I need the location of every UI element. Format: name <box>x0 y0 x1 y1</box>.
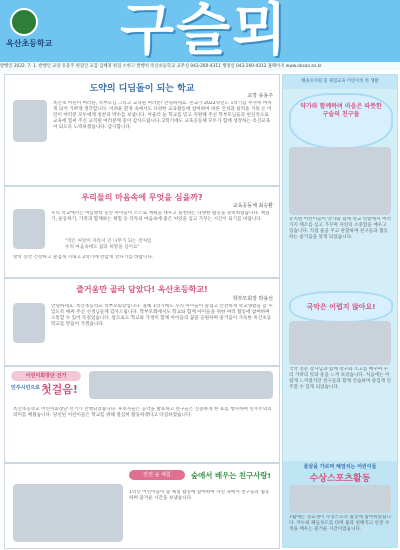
handwriting-line: 우리 마음속에도 꿈과 희망을 심어요" <box>65 245 140 251</box>
forest-title: 숲에서 배우는 친구사랑! <box>191 471 271 480</box>
election-badge <box>11 371 81 399</box>
sidebar-box3 <box>283 461 397 547</box>
school-emblem-icon <box>10 8 38 36</box>
forest-photo <box>13 484 123 542</box>
publication-info: 발행일 2022. 7. 1. 발행인 교장 유용주 편집인 교감 김혜경 편집 소한고 발행처 옥산초등학교 교무실 043-260-4311 행정실 043-260-4312 홈페이지 www.oksan.es.kr <box>0 62 400 71</box>
sidebar-box1-frame <box>289 93 393 149</box>
parent-photo <box>13 303 45 343</box>
principal-byline: 교장 유용주 <box>247 93 273 99</box>
teacher-byline: 교육공동체 최승환 <box>232 203 273 209</box>
sidebar-box1-text: 유치원 어린이들이 약가와 함께 학교 텃밭에서 여러 가지 채소를 심고 가꾸며 자연의 소중함을 배우고 있습니다. 직접 물을 주고 관찰하며 친구들과 협동하는 즐거움을 알게 되었습니다. <box>289 217 391 241</box>
election-badge-label: 어린이회장단 선거 <box>11 371 81 381</box>
masthead-banner <box>0 0 400 62</box>
election-badge-sub: 민주시민으로 <box>11 385 40 391</box>
principal-title: 도약의 디딤돌이 되는 학교 <box>89 84 195 94</box>
teacher-handwriting <box>65 239 265 251</box>
sidebar-box1-title: 약가와 함께하며 마음은 따뜻한 구슬의 친구들 <box>300 103 382 118</box>
sidebar-box3-title: 물살을 가르며 헤엄치는 어린이들 <box>303 464 377 470</box>
sidebar-box1-photo <box>289 147 391 215</box>
newsletter-title: 구슬뫼 <box>120 0 289 62</box>
handwriting-line: "작은 씨앗이 자라서 큰 나무가 되는 것처럼 <box>65 239 152 244</box>
teacher-body: 우리 학교에서는 여름방학 동안 아이들이 스스로 계획을 세우고 실천하는 다양한 활동을 준비하였습니다. 책읽기, 운동하기, 가족과 함께하는 체험 등 각자의 마음속에 좋은 씨앗을 심고 가꾸는 시간이 되기를 바랍니다. <box>51 211 270 223</box>
election-photo <box>89 371 273 399</box>
school-name: 옥산초등학교 <box>6 39 53 48</box>
election-badge-title: 첫걸음! <box>41 383 78 396</box>
sidebar-box2-title: 국악은 어렵지 않아요! <box>306 303 376 311</box>
election-article <box>4 366 280 463</box>
sidebar-box2-photo <box>289 321 391 365</box>
parent-article <box>4 278 280 366</box>
sidebar-box3-photo <box>289 485 391 513</box>
sidebar-box3-subtitle: 수상스포츠활동 <box>309 474 371 484</box>
principal-photo <box>13 100 47 142</box>
principal-article <box>4 74 280 186</box>
teacher-closing: 방학 동안 건강하고 즐겁게 지내고 2학기에 반갑게 만나기를 바랍니다. <box>13 255 154 260</box>
sidebar-header: 해솔유치원 및 체험교육 어린이의 한 생활 <box>283 75 397 89</box>
sidebar <box>282 74 398 548</box>
forest-article <box>4 463 280 549</box>
teacher-article <box>4 186 280 278</box>
parent-body: 안녕하세요. 옥산초등학교 학부모회장입니다. 올해 1학기에도 우리 아이들이 즐겁고 안전하게 학교생활을 할 수 있도록 애써 주신 선생님들께 감사드립니다. 학부모회에서도 학교와 함께 아이들을 위한 여러 활동에 참여하며 소통할 수 있어 뜻깊었습니다. 앞으로도 학교와 가정이 함께 아이들의 꿈을 응원하며 즐거움이 가득한 옥산초등학교를 만들어 가겠습니다. <box>51 304 273 328</box>
sidebar-box2-frame <box>289 291 393 323</box>
sidebar-box3-text: 7월에는 전교생이 수상스포츠 활동에 참여하였습니다. 카누와 패들보드를 타며 물과 친해지고 안전 수칙을 배우는 즐거운 시간이었습니다. <box>289 515 391 533</box>
teacher-photo <box>13 209 45 249</box>
principal-body: 옥산초 어린이 여러분, 학부모님 그리고 교직원 여러분! 안녕하세요. 본교가 2022학년도 1학기를 무사히 마치게 되어 기쁘게 생각합니다. 어려운 환경 속에서도 다양한 교육활동에 참여하여 바른 인성과 실력을 키워 온 어린이 여러분 모두에게 칭찬과 박수를 보냅니다. 아울러 늘 학교를 믿고 지원해 주신 학부모님들과 헌신적으로 교육에 힘써 주신 교직원 여러분께 깊이 감사드립니다. 2학기에도 교육공동체 모두가 함께 성장하는 옥산교육이 되도록 노력하겠습니다. 감사합니다. <box>53 101 272 131</box>
parent-title: 즐거움만 골라 담았다! 옥산초등학교! <box>76 285 208 294</box>
sidebar-box2-text: 국악 전문 강사님과 함께 장구와 소고를 배우며 우리 가락의 멋과 흥을 느껴 보았습니다. 처음에는 어렵게 느껴졌지만 친구들과 함께 연습하며 즐겁게 연주할 수 있게 되었습니다. <box>289 367 391 391</box>
parent-byline: 학부모회장 박용선 <box>232 296 273 302</box>
forest-body: 1학년 어린이들이 숲 체험 활동에 참여하여 자연 속에서 친구들과 협동하며 즐거운 시간을 보냈습니다. <box>129 490 270 502</box>
teacher-title: 우리들의 마음속에 무엇을 심을까? <box>81 193 203 202</box>
forest-label: 안전 숲 체험 <box>129 470 185 480</box>
election-body: 옥산초등학교 어린이회장단 선거가 진행되었습니다. 후보자들은 공약을 발표하고 친구들은 신중하게 한 표를 행사하며 민주주의의 의미를 배웠습니다. 당선된 어린이들은 학교를 위해 열심히 활동하겠다고 다짐하였습니다. <box>13 407 272 419</box>
